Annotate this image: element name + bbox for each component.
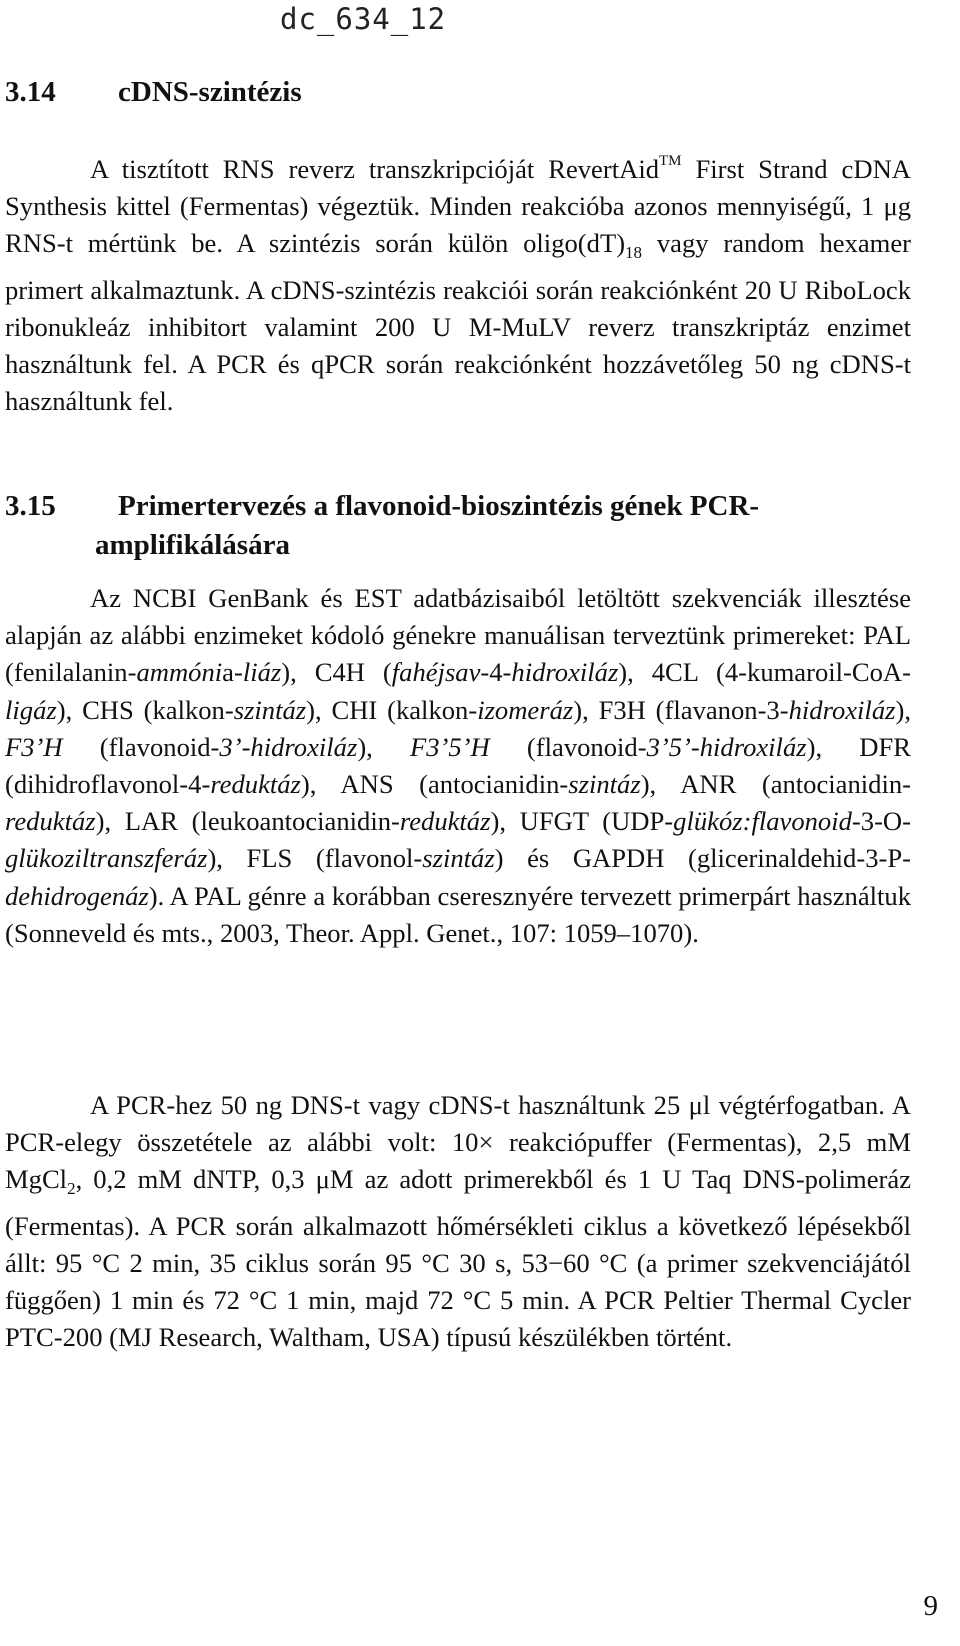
text-span: ), CHI (kalkon- bbox=[306, 694, 478, 725]
text-span: Az NCBI GenBank és EST adatbázisaiból letöltött szekvenciák illesztése alapján az alábbi enzimeket kódoló génekre manuálisan terveztünk primereket: PAL (fenilalanin- bbox=[5, 583, 911, 688]
document-id: dc_634_12 bbox=[280, 2, 447, 36]
paragraph-pcr-conditions bbox=[5, 1087, 911, 1356]
italic-span: szintáz bbox=[568, 769, 641, 800]
text-span: ), bbox=[895, 694, 911, 725]
italic-span: szintáz bbox=[422, 843, 495, 874]
text-span: ), FLS (flavonol- bbox=[207, 843, 423, 874]
italic-span: F3’5’H bbox=[409, 731, 490, 762]
section-title-line2: amplifikálására bbox=[95, 529, 290, 561]
italic-span: szintáz bbox=[233, 694, 307, 725]
italic-span: ligáz bbox=[5, 694, 57, 725]
italic-span: liáz bbox=[242, 657, 282, 688]
text-span: First Strand cDNA Synthesis kittel (Fermentas) végeztük. Minden reakcióba azonos mennyiségű, 1 μg RNS-t mértünk be. A szintézis során külön oligo(dT) bbox=[5, 154, 911, 259]
section-number: 3.14 bbox=[5, 76, 56, 108]
text-span: ), UFGT (UDP- bbox=[490, 806, 674, 837]
italic-span: F3’H bbox=[5, 731, 63, 762]
text-span: A tisztított RNS reverz transzkripcióját RevertAid bbox=[90, 154, 659, 184]
italic-span: hidroxiláz bbox=[511, 657, 619, 688]
italic-span: hidroxiláz bbox=[788, 694, 896, 725]
subscript-18: 18 bbox=[625, 243, 643, 263]
text-span: ), CHS (kalkon- bbox=[56, 694, 234, 725]
text-span: ), bbox=[357, 731, 410, 762]
italic-span: fahéjsav bbox=[391, 657, 481, 688]
text-span: ), DFR (dihidroflavonol-4- bbox=[5, 731, 911, 800]
italic-span: 3’-hidroxiláz bbox=[219, 731, 358, 762]
text-span: ), C4H ( bbox=[281, 657, 392, 688]
section-title: cDNS-szintézis bbox=[118, 76, 302, 108]
text-span: ) és GAPDH (glicerinaldehid-3-P- bbox=[494, 843, 912, 874]
text-span: , 0,2 mM dNTP, 0,3 μM az adott primerekből és 1 U Taq DNS-polimeráz (Fermentas). A PCR során alkalmazott hőmérsékleti ciklus a következő lépésekből állt: 95 °C 2 min, 35 ciklus során 95 °C 30 s, 53−60 °C (a primer szekvenciájától függően) 1 min és 72 °C 1 min, majd 72 °C 5 min. A PCR Peltier Thermal Cycler PTC-200 (MJ Research, Waltham, USA) típusú készülékben történt. bbox=[5, 1164, 911, 1353]
text-span: vagy random hexamer primert alkalmaztunk. A cDNS-szintézis reakciói során reakciónként 20 U RiboLock ribonukleáz inhibitort valamint 200 U M-MuLV reverz transzkriptáz enzimet használtunk fel. A PCR és qPCR során reakciónként hozzávetőleg 50 ng cDNS-t használtunk fel. bbox=[5, 228, 911, 417]
text-span: a- bbox=[222, 657, 243, 688]
page-number: 9 bbox=[923, 1590, 938, 1622]
text-span: ), LAR (leukoantocianidin- bbox=[95, 806, 400, 837]
section-number: 3.15 bbox=[5, 490, 56, 522]
subscript-2: 2 bbox=[67, 1179, 76, 1199]
paragraph-cdns bbox=[5, 143, 911, 420]
italic-span: glükóz:flavonoid bbox=[673, 806, 852, 837]
text-span: -4- bbox=[480, 657, 512, 688]
text-span: ). A PAL génre a korábban cseresznyére tervezett primerpárt használtuk (Sonneveld és mts., 2003, Theor. Appl. Genet., 107: 1059–1070). bbox=[5, 880, 911, 948]
italic-span: reduktáz bbox=[5, 806, 96, 837]
text-span: -3-O- bbox=[851, 806, 911, 837]
italic-span: ammóni bbox=[136, 657, 223, 688]
section-heading-3-14 bbox=[5, 73, 302, 112]
trademark-sup: TM bbox=[659, 153, 682, 169]
section-title-line1: Primertervezés a flavonoid-bioszintézis gének PCR- bbox=[118, 490, 760, 522]
italic-span: reduktáz bbox=[399, 806, 491, 837]
italic-span: dehidrogenáz bbox=[5, 880, 149, 911]
text-span: A PCR-hez 50 ng DNS-t vagy cDNS-t használtunk 25 μl végtérfogatban. A PCR-elegy összetétele az alábbi volt: 10× reakciópuffer (Fermentas), 2,5 mM MgCl bbox=[5, 1090, 911, 1195]
italic-span: glükoziltranszferáz bbox=[5, 843, 208, 874]
italic-span: izomeráz bbox=[477, 694, 574, 725]
italic-span: 3’5’-hidroxiláz bbox=[646, 731, 807, 762]
section-heading-3-15 bbox=[5, 487, 759, 565]
text-span: ), F3H (flavanon-3- bbox=[573, 694, 789, 725]
text-span: ), ANS (antocianidin- bbox=[300, 769, 569, 800]
text-span: (flavonoid- bbox=[62, 731, 220, 762]
text-span: ), 4CL (4-kumaroil-CoA- bbox=[618, 657, 911, 688]
text-span: (flavonoid- bbox=[489, 731, 647, 762]
paragraph-primer-design bbox=[5, 580, 911, 952]
italic-span: reduktáz bbox=[210, 769, 301, 800]
text-span: ), ANR (antocianidin- bbox=[640, 769, 911, 800]
